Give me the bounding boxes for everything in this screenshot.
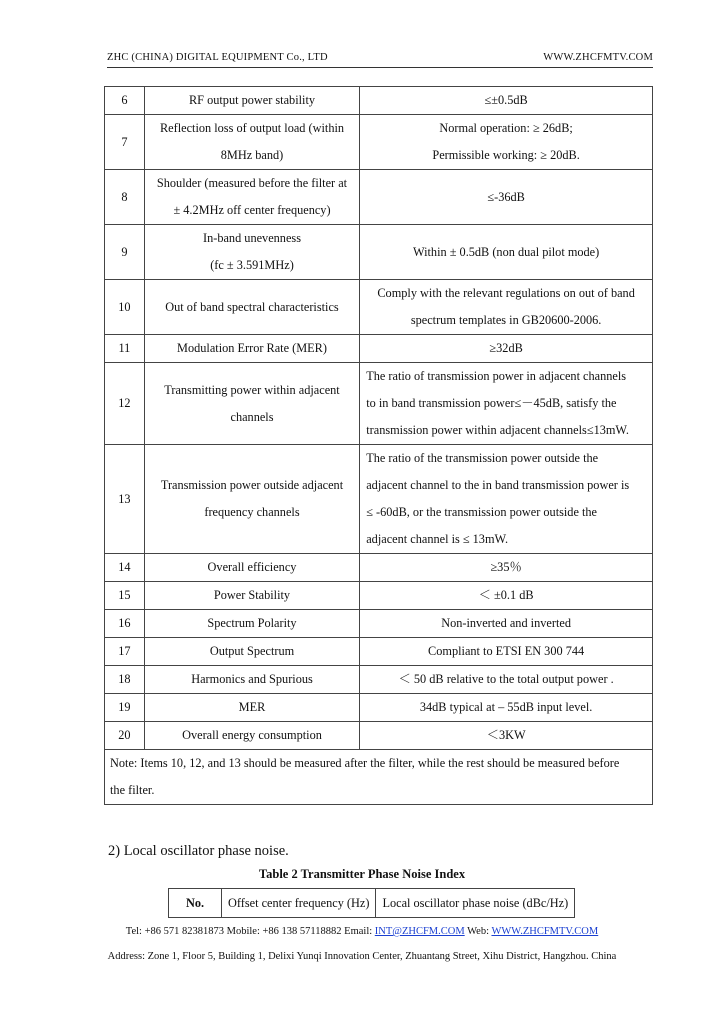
spec-row	[105, 554, 653, 582]
header-phase-noise: Local oscillator phase noise (dBc/Hz)	[376, 889, 575, 918]
cell-line: Transmitting power within adjacent	[164, 382, 340, 397]
cell-line: channels	[230, 409, 274, 424]
cell-line: adjacent channel is ≤ 13mW.	[366, 532, 509, 546]
footer-web-link[interactable]: WWW.ZHCFMTV.COM	[491, 926, 599, 937]
parameter-name	[144, 666, 359, 694]
row-number: 16	[105, 610, 145, 638]
cell-line: ± 4.2MHz off center frequency)	[173, 203, 331, 217]
footer-web-label: Web:	[464, 926, 492, 937]
cell-line: transmission power within adjacent channels≤13mW.	[366, 423, 629, 437]
parameter-name	[144, 225, 359, 280]
spec-row	[105, 115, 653, 170]
spec-row	[105, 280, 653, 335]
row-number: 20	[105, 722, 145, 750]
note-row	[105, 750, 653, 805]
parameter-name	[144, 722, 359, 750]
row-number: 14	[105, 554, 145, 582]
row-number: 9	[105, 225, 145, 280]
spec-row	[105, 638, 653, 666]
parameter-value	[360, 610, 653, 638]
cell-line: frequency channels	[204, 505, 300, 519]
parameter-name	[144, 445, 359, 554]
cell-line: MER	[238, 700, 266, 714]
parameter-name	[144, 694, 359, 722]
row-number: 6	[105, 87, 145, 115]
cell-line: ≤±0.5dB	[484, 93, 528, 107]
parameter-name	[144, 363, 359, 445]
row-number: 17	[105, 638, 145, 666]
cell-line: adjacent channel to the in band transmission power is	[366, 478, 630, 492]
cell-line: the filter.	[110, 783, 155, 797]
spec-row	[105, 335, 653, 363]
cell-line: Harmonics and Spurious	[191, 672, 313, 686]
cell-line: Non-inverted and inverted	[441, 616, 571, 630]
table2-caption: Table 2 Transmitter Phase Noise Index	[258, 867, 466, 881]
cell-line: Permissible working: ≥ 20dB.	[432, 148, 580, 162]
spec-row	[105, 722, 653, 750]
row-number: 11	[105, 335, 145, 363]
row-number: 13	[105, 445, 145, 554]
parameter-value	[360, 280, 653, 335]
cell-line: Spectrum Polarity	[207, 616, 297, 630]
parameter-name	[144, 610, 359, 638]
header-offset-frequency: Offset center frequency (Hz)	[222, 889, 376, 918]
parameter-value	[360, 335, 653, 363]
cell-line: The ratio of transmission power in adjacent channels	[366, 369, 627, 383]
cell-line: Out of band spectral characteristics	[165, 299, 339, 314]
cell-line: 34dB typical at – 55dB input level.	[419, 700, 593, 714]
section-heading: 2) Local oscillator phase noise.	[108, 843, 289, 859]
spec-row	[105, 582, 653, 610]
footer-contact	[0, 926, 724, 937]
company-name: ZHC (CHINA) DIGITAL EQUIPMENT Co., LTD	[107, 52, 328, 63]
cell-line: 8MHz band)	[220, 148, 284, 162]
spec-row	[105, 363, 653, 445]
spec-table-body	[105, 87, 653, 805]
header-no: No.	[169, 889, 222, 918]
cell-line: Shoulder (measured before the filter at	[156, 176, 348, 190]
cell-line: ≤-36dB	[487, 189, 525, 204]
footer-tel: Tel: +86 571 82381873 Mobile: +86 138 57118882 Email:	[125, 926, 375, 937]
spec-row	[105, 694, 653, 722]
parameter-value	[360, 554, 653, 582]
cell-line: Power Stability	[213, 588, 291, 602]
cell-line: ≤ -60dB, or the transmission power outside the	[366, 505, 598, 519]
phase-noise-header-row	[169, 889, 575, 918]
parameter-value	[360, 87, 653, 115]
row-number: 19	[105, 694, 145, 722]
spec-row	[105, 610, 653, 638]
cell-line: (fc ± 3.591MHz)	[210, 258, 294, 272]
cell-line: ＜3KW	[486, 728, 526, 742]
spec-row	[105, 87, 653, 115]
row-number: 8	[105, 170, 145, 225]
parameter-name	[144, 582, 359, 610]
parameter-value	[360, 666, 653, 694]
footer-address: Address: Zone 1, Floor 5, Building 1, Delixi Yunqi Innovation Center, Zhuantang Street, Xihu District, Hangzhou. China	[107, 951, 617, 962]
cell-line: Note: Items 10, 12, and 13 should be measured after the filter, while the rest should be measured before	[110, 756, 620, 770]
cell-line: The ratio of the transmission power outside the	[366, 451, 599, 465]
cell-line: Normal operation: ≥ 26dB;	[439, 121, 573, 135]
parameter-name	[144, 170, 359, 225]
footer-email-link[interactable]: INT@ZHCFM.COM	[374, 926, 465, 937]
row-number: 12	[105, 363, 145, 445]
cell-line: Overall efficiency	[207, 560, 297, 574]
parameter-value	[360, 170, 653, 225]
parameter-value	[360, 694, 653, 722]
cell-line: ＜ 50 dB relative to the total output power .	[398, 672, 614, 686]
parameter-name	[144, 280, 359, 335]
page-header	[107, 50, 653, 68]
parameter-value	[360, 722, 653, 750]
cell-line: Transmission power outside adjacent	[160, 478, 344, 492]
parameter-value	[360, 363, 653, 445]
row-number: 10	[105, 280, 145, 335]
cell-line: Overall energy consumption	[182, 728, 322, 742]
spec-row	[105, 225, 653, 280]
row-number: 15	[105, 582, 145, 610]
row-number: 7	[105, 115, 145, 170]
parameter-name	[144, 115, 359, 170]
parameter-value	[360, 638, 653, 666]
parameter-value	[360, 115, 653, 170]
parameter-value	[360, 445, 653, 554]
phase-noise-table	[168, 888, 575, 918]
cell-line: In-band unevenness	[202, 231, 301, 245]
cell-line: Comply with the relevant regulations on out of band	[377, 286, 635, 300]
spec-table	[104, 86, 653, 805]
cell-line: Modulation Error Rate (MER)	[177, 341, 327, 355]
parameter-name	[144, 638, 359, 666]
cell-line: ＜ ±0.1 dB	[478, 588, 534, 602]
parameter-name	[144, 554, 359, 582]
cell-line: spectrum templates in GB20600-2006.	[410, 313, 602, 327]
parameter-name	[144, 87, 359, 115]
parameter-value	[360, 225, 653, 280]
row-number: 18	[105, 666, 145, 694]
cell-line: RF output power stability	[188, 93, 316, 107]
table-note	[105, 750, 653, 805]
cell-line: Compliant to ETSI EN 300 744	[428, 644, 585, 658]
spec-row	[105, 445, 653, 554]
cell-line: Output Spectrum	[209, 644, 295, 658]
cell-line: to in band transmission power≤－45dB, satisfy the	[366, 396, 617, 410]
cell-line: ≥32dB	[489, 341, 523, 355]
spec-row	[105, 170, 653, 225]
parameter-value	[360, 582, 653, 610]
parameter-name	[144, 335, 359, 363]
cell-line: Reflection loss of output load (within	[159, 121, 345, 135]
spec-row	[105, 666, 653, 694]
cell-line: Within ± 0.5dB (non dual pilot mode)	[412, 244, 600, 259]
header-website: WWW.ZHCFMTV.COM	[543, 52, 653, 63]
cell-line: ≥35％	[490, 560, 522, 574]
